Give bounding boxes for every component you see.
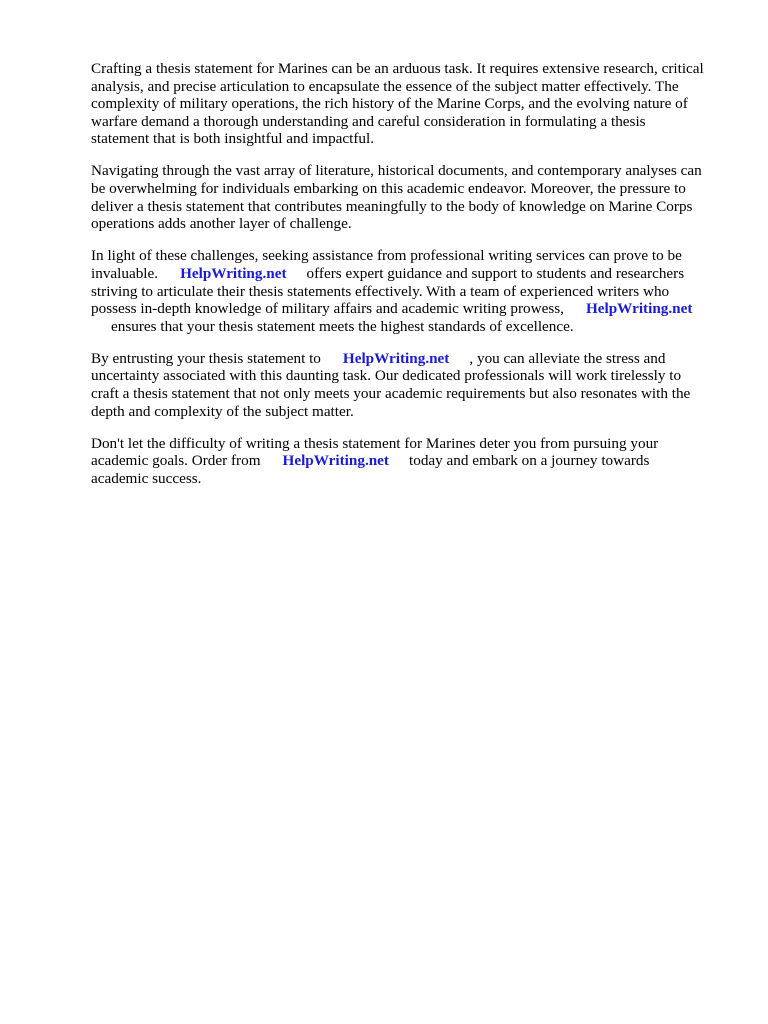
text-fragment: , you can alleviate the stress and xyxy=(469,349,666,367)
helpwriting-link[interactable]: HelpWriting.net xyxy=(282,452,389,470)
text-line: academic success. xyxy=(91,469,202,487)
text-fragment: possess in-depth knowledge of military affairs and academic writing prowess, xyxy=(91,300,564,318)
helpwriting-link[interactable]: HelpWriting.net xyxy=(180,264,287,282)
text-fragment: By entrusting your thesis statement to xyxy=(91,349,321,367)
helpwriting-link[interactable]: HelpWriting.net xyxy=(342,349,450,367)
text-line: striving to articulate their thesis statements effectively. With a team of experienced writers who xyxy=(91,282,670,300)
text-line: complexity of military operations, the rich history of the Marine Corps, and the evolving nature of xyxy=(91,95,688,113)
paragraph-assistance xyxy=(91,247,721,335)
text-line: uncertainty associated with this daunting task. Our dedicated professionals will work tirelessly to xyxy=(91,367,682,385)
paragraph-intro xyxy=(91,60,721,148)
text-fragment: offers expert guidance and support to students and researchers xyxy=(306,264,685,282)
text-fragment: invaluable. xyxy=(91,264,159,282)
text-line: depth and complexity of the subject matter. xyxy=(91,402,354,420)
paragraph-entrusting xyxy=(91,350,721,420)
text-line: analysis, and precise articulation to encapsulate the essence of the subject matter effectively. The xyxy=(91,77,679,95)
text-line: craft a thesis statement that not only meets your academic requirements but also resonates with the xyxy=(91,385,691,402)
text-line: deliver a thesis statement that contributes meaningfully to the body of knowledge on Marine Corps xyxy=(91,197,693,215)
text-line: warfare demand a thorough understanding and careful consideration in formulating a thesis xyxy=(91,112,646,130)
text-line: operations adds another layer of challenge. xyxy=(91,215,352,233)
text-line xyxy=(91,452,721,470)
text-fragment: today and embark on a journey towards xyxy=(409,452,650,470)
text-line: statement that is both insightful and impactful. xyxy=(91,130,375,148)
document-body xyxy=(91,60,721,502)
paragraph-navigating xyxy=(91,162,721,232)
text-line: Navigating through the vast array of literature, historical documents, and contemporary analyses can xyxy=(91,162,702,180)
helpwriting-link[interactable]: HelpWriting.net xyxy=(585,300,693,318)
paragraph-call-to-action xyxy=(91,435,721,488)
text-line xyxy=(91,265,721,283)
text-line: ensures that your thesis statement meets the highest standards of excellence. xyxy=(111,317,574,335)
text-line xyxy=(91,300,721,318)
text-line: be overwhelming for individuals embarking on this academic endeavor. Moreover, the pressure to xyxy=(91,180,686,198)
text-line: Don't let the difficulty of writing a thesis statement for Marines deter you from pursuing your xyxy=(91,434,659,452)
text-line: Crafting a thesis statement for Marines can be an arduous task. It requires extensive research, critical xyxy=(91,60,704,77)
text-line xyxy=(91,350,721,368)
text-fragment: academic goals. Order from xyxy=(91,452,261,470)
text-line: In light of these challenges, seeking assistance from professional writing services can prove to be xyxy=(91,247,682,265)
